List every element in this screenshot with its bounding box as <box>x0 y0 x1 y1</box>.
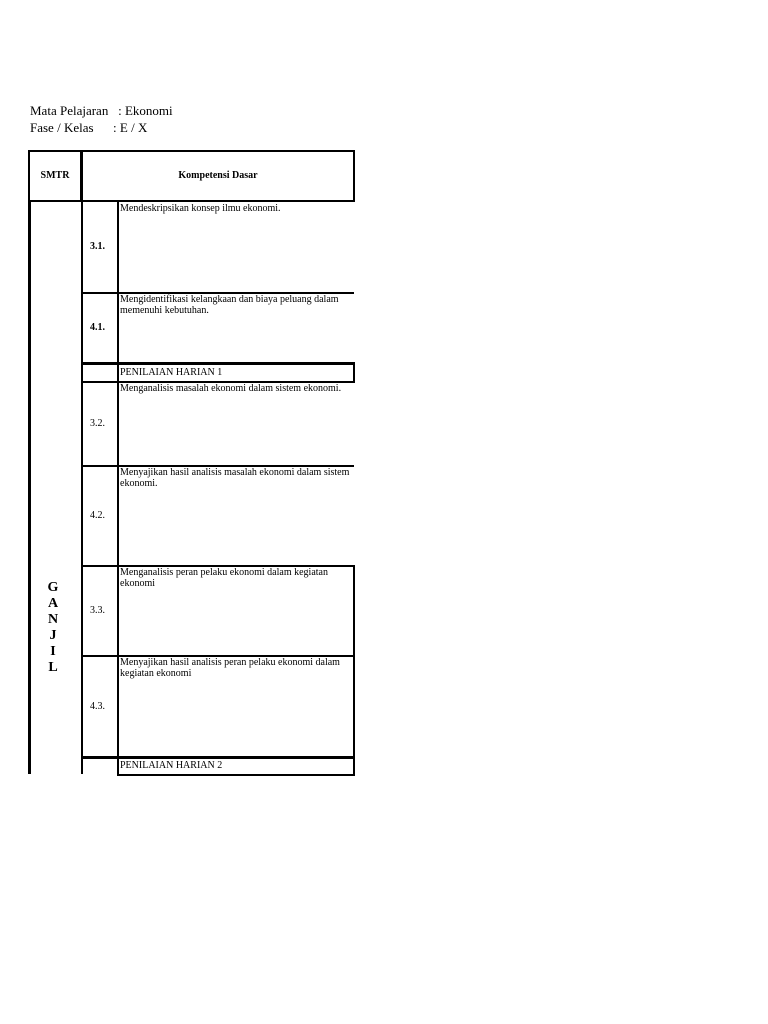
row-divider <box>81 362 355 365</box>
kd-number: 3.3. <box>90 605 105 616</box>
kd-number: 4.2. <box>90 510 105 521</box>
kd-number: 4.3. <box>90 701 105 712</box>
kd-text: Mendeskripsikan konsep ilmu ekonomi. <box>120 203 281 214</box>
assessment-label: PENILAIAN HARIAN 1 <box>120 367 223 378</box>
col-smtr-header: SMTR <box>40 170 70 181</box>
semester-letter: L <box>48 660 58 675</box>
smtr-right-border <box>81 202 83 774</box>
class-line <box>30 120 147 136</box>
smtr-left-border <box>28 202 31 774</box>
kd-text: Menganalisis peran pelaku ekonomi dalam kegiatan ekonomi <box>120 567 328 589</box>
row-divider <box>117 774 355 776</box>
assessment-label: PENILAIAN HARIAN 2 <box>120 760 223 771</box>
class-label: Fase / Kelas <box>30 120 94 135</box>
semester-letter: J <box>49 628 57 643</box>
col-kd-header: Kompetensi Dasar <box>178 170 258 181</box>
class-value: : E / X <box>113 120 148 135</box>
kd-text: Menyajikan hasil analisis masalah ekonomi dalam sistem ekonomi. <box>120 467 350 489</box>
semester-letter: I <box>50 644 56 659</box>
semester-letter: A <box>47 596 59 611</box>
kd-text: Mengidentifikasi kelangkaan dan biaya peluang dalam memenuhi kebutuhan. <box>120 294 339 316</box>
semester-letter: G <box>47 580 59 595</box>
subject-value: : Ekonomi <box>118 103 173 118</box>
kd-number: 4.1. <box>90 322 105 333</box>
kd-text: Menganalisis masalah ekonomi dalam sistem ekonomi. <box>120 383 342 394</box>
semester-letter: N <box>47 612 59 627</box>
kd-number: 3.1. <box>90 241 105 252</box>
subject-line <box>30 103 173 119</box>
row-divider <box>81 756 355 759</box>
kd-text: Menyajikan hasil analisis peran pelaku ekonomi dalam kegiatan ekonomi <box>120 657 340 679</box>
kd-number: 3.2. <box>90 418 105 429</box>
num-right-border <box>117 202 119 776</box>
subject-label: Mata Pelajaran <box>30 103 109 118</box>
